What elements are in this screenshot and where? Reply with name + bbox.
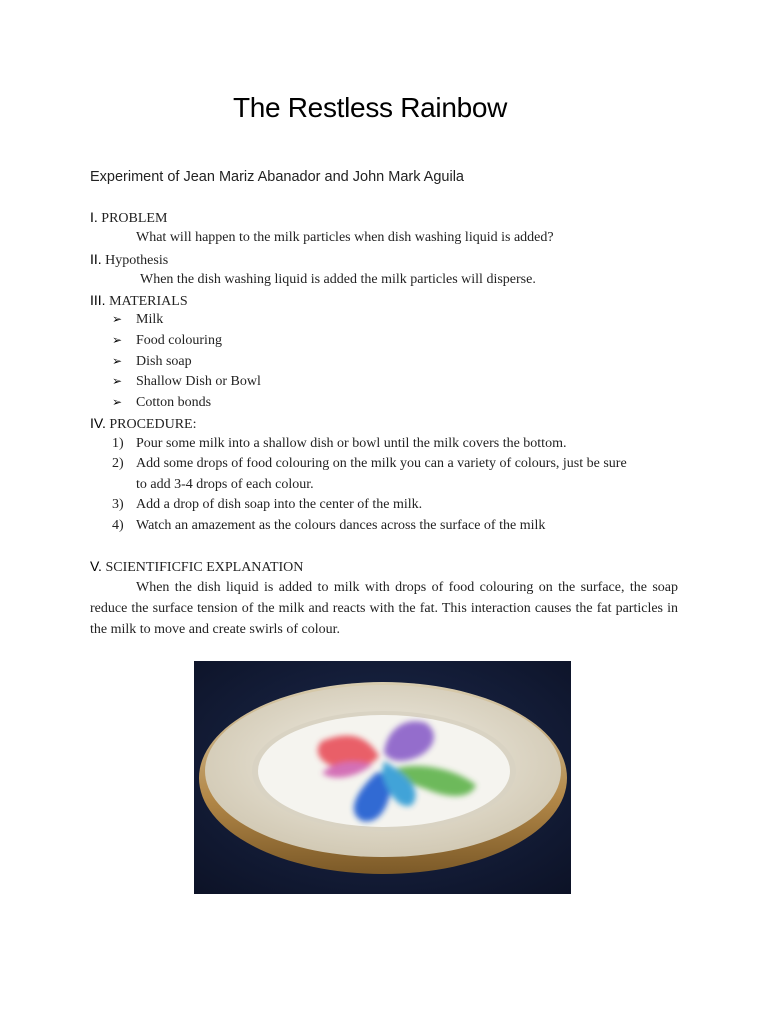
procedure-step: 1) Pour some milk into a shallow dish or bowl until the milk covers the bottom.	[112, 436, 567, 451]
material-item: ➢ Shallow Dish or Bowl	[112, 374, 261, 389]
arrow-bullet-icon: ➢	[112, 354, 123, 368]
section-number: I.	[90, 209, 98, 225]
page-title: The Restless Rainbow	[232, 92, 508, 123]
section-number: III.	[90, 292, 106, 308]
arrow-bullet-icon: ➢	[112, 374, 123, 388]
section-heading: PROBLEM	[101, 211, 168, 226]
section-heading: PROCEDURE:	[109, 417, 197, 432]
milk-plate-photo	[194, 661, 571, 894]
section-heading: MATERIALS	[109, 294, 188, 309]
arrow-bullet-icon: ➢	[112, 333, 123, 347]
section-number: IV.	[90, 415, 106, 431]
section-number: V.	[90, 558, 102, 574]
authors-line: Experiment of Jean Mariz Abanador and John Mark Aguila	[90, 169, 464, 185]
section-heading: Hypothesis	[105, 253, 169, 268]
material-item: ➢ Dish soap	[112, 354, 192, 369]
material-item: ➢ Milk	[112, 312, 164, 327]
procedure-step: 4) Watch an amazement as the colours dances across the surface of the milk	[112, 518, 546, 533]
arrow-bullet-icon: ➢	[112, 312, 123, 326]
procedure-step: 3) Add a drop of dish soap into the center of the milk.	[112, 497, 423, 512]
material-item: ➢ Cotton bonds	[112, 395, 212, 410]
section-materials-heading	[90, 292, 188, 310]
material-item: ➢ Food colouring	[112, 333, 222, 348]
section-problem-heading	[90, 209, 167, 227]
section-number: II.	[90, 251, 102, 267]
procedure-step: 2) Add some drops of food colouring on the milk you can a variety of colours, just be sure	[112, 456, 627, 471]
section-hypothesis-heading	[90, 251, 168, 269]
section-explanation-heading	[90, 558, 303, 576]
arrow-bullet-icon: ➢	[112, 395, 123, 409]
procedure-step-continuation: to add 3-4 drops of each colour.	[136, 477, 314, 492]
section-procedure-heading	[90, 415, 196, 433]
explanation-paragraph: When the dish liquid is added to milk with drops of food colouring on the surface, the soap reduce the surface tension of the milk and reacts with the fat. This interaction causes the fat particles in the milk to move and create swirls of colour.	[90, 580, 678, 637]
hypothesis-text: When the dish washing liquid is added the milk particles will disperse.	[140, 272, 536, 287]
section-heading: SCIENTIFICFIC EXPLANATION	[105, 560, 304, 575]
problem-text: What will happen to the milk particles when dish washing liquid is added?	[136, 230, 554, 245]
